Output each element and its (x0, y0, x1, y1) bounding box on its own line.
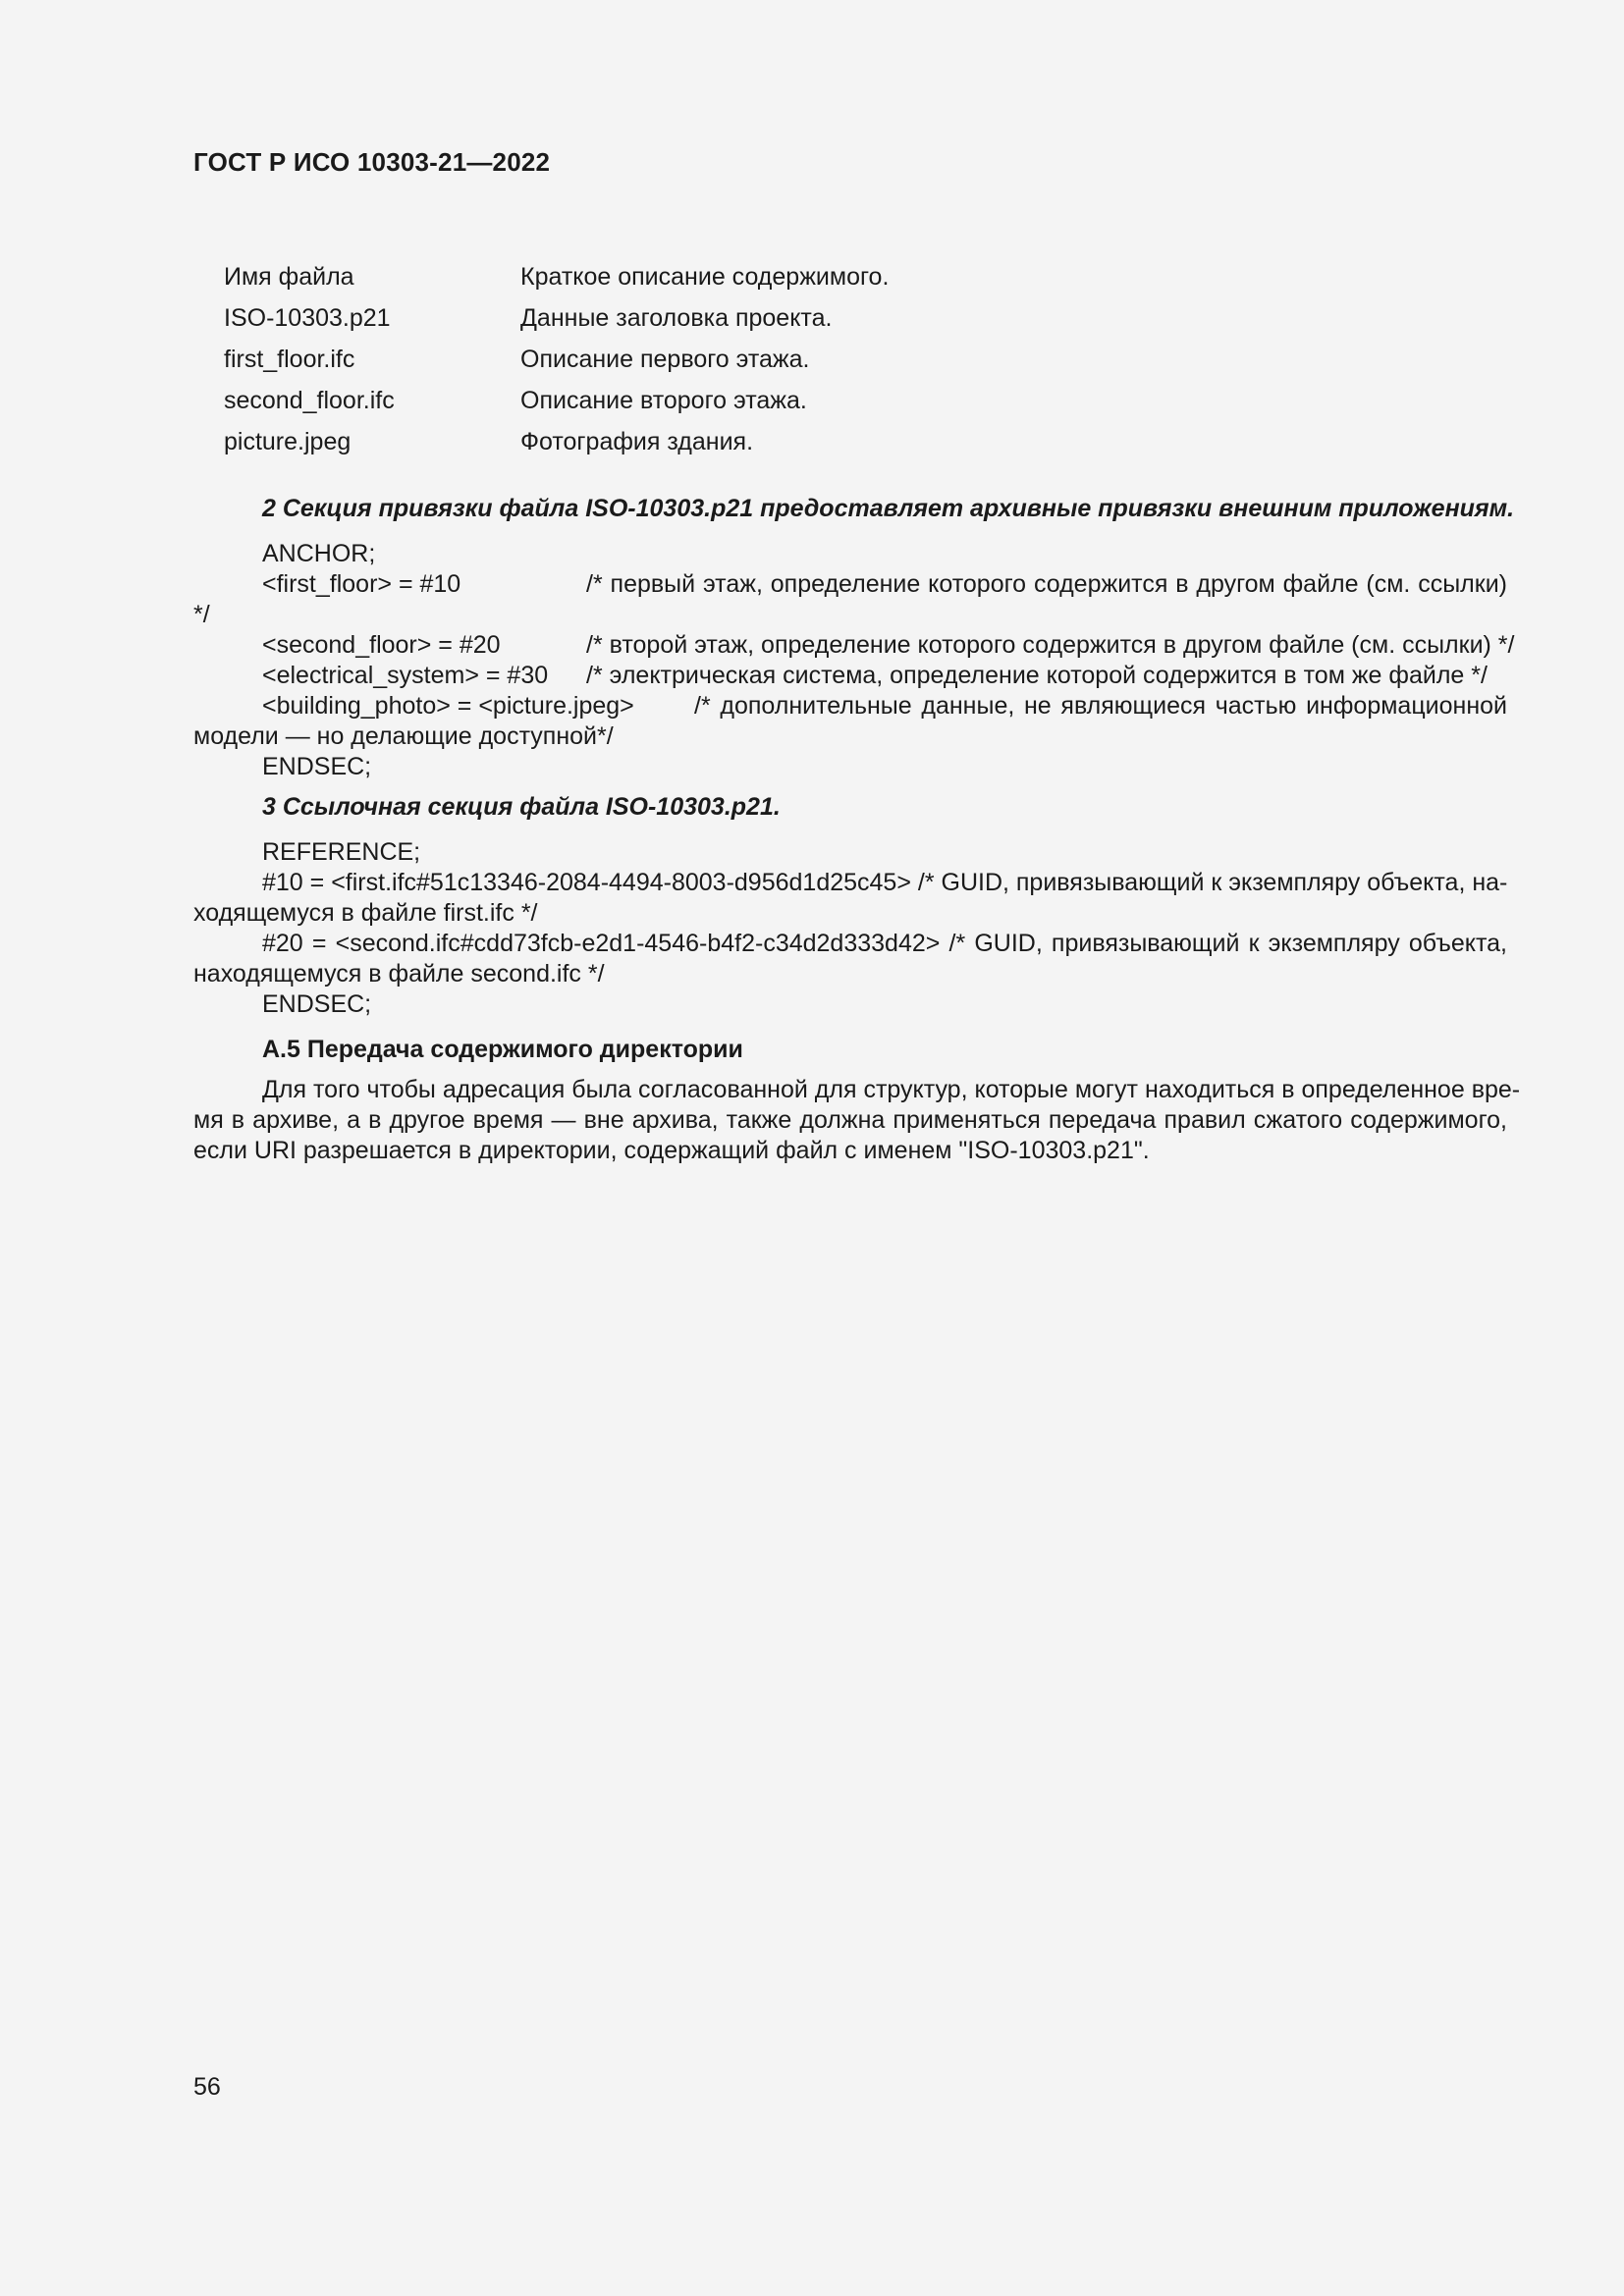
reference-entry-line: #10 = <first.ifc#51c13346-2084-4494-8003-d956d1d25c45> /* GUID, привязывающий к экземпляру объекта, на- (262, 869, 1508, 896)
anchor-entry-comment: /* второй этаж, определение которого содержится в другом файле (см. ссылки) */ (586, 631, 1515, 659)
anchor-entry-continuation: */ (193, 601, 210, 628)
file-name: picture.jpeg (224, 428, 352, 455)
anchor-entry-key: <building_photo> = <picture.jpeg> (262, 692, 634, 720)
anchor-entry-continuation: модели — но делающие доступной*/ (193, 722, 614, 750)
file-description: Фотография здания. (520, 428, 754, 455)
file-description: Описание первого этажа. (520, 346, 810, 373)
file-description: Данные заголовка проекта. (520, 304, 833, 332)
file-description: Краткое описание содержимого. (520, 263, 890, 291)
file-description: Описание второго этажа. (520, 387, 807, 414)
anchor-entry-comment: /* дополнительные данные, не являющиеся частью информационной (694, 692, 1507, 720)
paragraph-line: Для того чтобы адресация была согласованной для структур, которые могут находиться в определенное вре- (262, 1076, 1521, 1103)
reference-keyword: REFERENCE; (262, 838, 421, 866)
file-name: ISO-10303.p21 (224, 304, 391, 332)
anchor-keyword: ANCHOR; (262, 540, 376, 567)
reference-entry-line: находящемуся в файле second.ifc */ (193, 960, 605, 988)
reference-entry-line: #20 = <second.ifc#cdd73fcb-e2d1-4546-b4f2-c34d2d333d42> /* GUID, привязывающий к экземпляру объекта, (262, 930, 1507, 957)
section-a5-heading: A.5 Передача содержимого директории (262, 1036, 743, 1063)
document-header: ГОСТ Р ИСО 10303-21—2022 (193, 147, 551, 177)
reference-entry-line: ходящемуся в файле first.ifc */ (193, 899, 538, 927)
file-name: first_floor.ifc (224, 346, 355, 373)
anchor-entry-key: <electrical_system> = #30 (262, 662, 549, 689)
file-name: second_floor.ifc (224, 387, 395, 414)
paragraph-line: если URI разрешается в директории, содержащий файл с именем "ISO-10303.p21". (193, 1137, 1150, 1164)
anchor-endsec: ENDSEC; (262, 753, 372, 780)
paragraph-line: мя в архиве, а в другое время — вне архива, также должна применяться передача правил сжатого содержимого, (193, 1106, 1507, 1134)
section-2-heading: 2 Секция привязки файла ISO-10303.p21 предоставляет архивные привязки внешним приложениям. (262, 495, 1515, 522)
section-3-heading: 3 Ссылочная секция файла ISO-10303.p21. (262, 793, 781, 821)
page-number: 56 (193, 2073, 221, 2101)
anchor-entry-key: <second_floor> = #20 (262, 631, 501, 659)
anchor-entry-comment: /* первый этаж, определение которого содержится в другом файле (см. ссылки) (586, 570, 1507, 598)
anchor-entry-key: <first_floor> = #10 (262, 570, 461, 598)
file-name: Имя файла (224, 263, 354, 291)
anchor-entry-comment: /* электрическая система, определение которой содержится в том же файле */ (586, 662, 1488, 689)
reference-endsec: ENDSEC; (262, 990, 372, 1018)
